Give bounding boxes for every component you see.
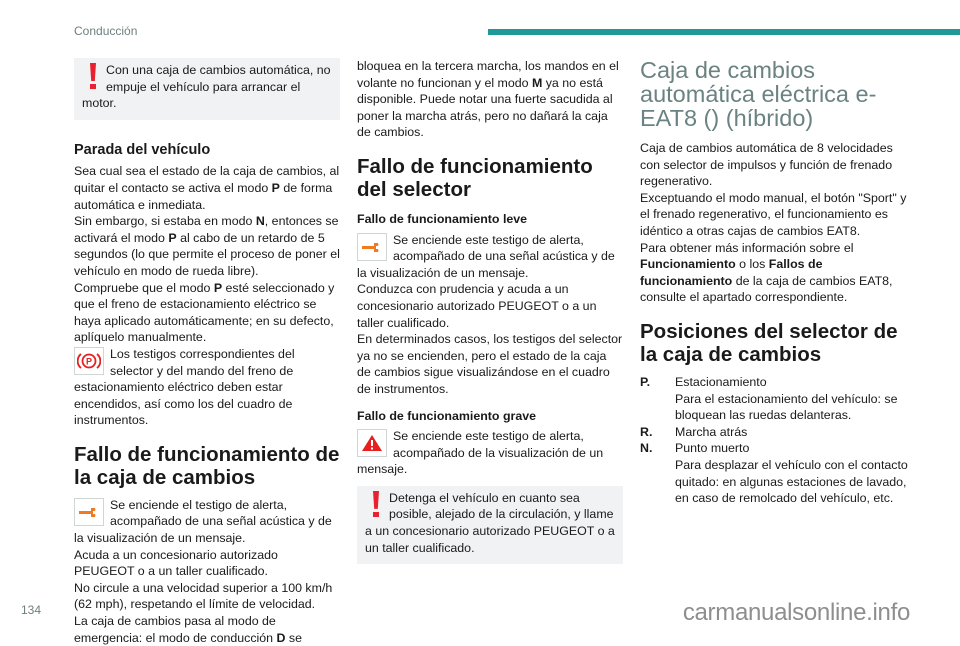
position-item: N. Punto muerto Para desplazar el vehículo con el contacto quitado: en algunas estaciones de lavado, en caso de remolcado del vehículo, etc. xyxy=(640,441,908,506)
heading-fallo-caja: Fallo de funcionamiento de la caja de cambios xyxy=(74,442,340,489)
paragraph: Conduzca con prudencia y acuda a un concesionario autorizado PEUGEOT o a un taller cualificado. xyxy=(357,282,597,330)
column-2 xyxy=(357,58,623,564)
heading-fallo-selector: Fallo de funcionamiento del selector xyxy=(357,154,593,201)
paragraph: Acuda a un concesionario autorizado PEUGEOT o a un taller cualificado. xyxy=(74,547,278,579)
paragraph: Para obtener más información sobre el Funcionamiento o los Fallos de funcionamiento de la caja de cambios EAT8, consulte el apartado correspondiente. xyxy=(640,240,893,305)
paragraph: Exceptuando el modo manual, el botón "Sport" y el frenado regenerativo, el funcionamiento es idéntico a otras cajas de cambios EAT8. xyxy=(640,190,907,238)
icon-paragraph: Se enciende este testigo de alerta, acompañado de una señal acústica y de la visualización de un mensaje. xyxy=(357,232,615,280)
paragraph: Caja de cambios automática de 8 velocidades con selector de impulsos y función de frenado regenerativo. xyxy=(640,141,893,189)
heading-parada: Parada del vehículo xyxy=(74,141,211,158)
icon-paragraph: Se enciende el testigo de alerta, acompañado de una señal acústica y de la visualización de un mensaje. xyxy=(74,497,332,546)
wrench-icon xyxy=(357,233,387,261)
column-1 xyxy=(74,58,340,646)
column-3 xyxy=(640,58,912,507)
warning-box xyxy=(74,58,340,120)
position-item: R. Marcha atrás xyxy=(640,424,748,439)
header-accent-bar xyxy=(488,29,960,35)
chapter-title: Caja de cambios automática eléctrica e-EAT8 () (híbrido) xyxy=(640,57,877,131)
heading-leve: Fallo de funcionamiento leve xyxy=(357,211,528,226)
wrench-icon xyxy=(74,498,104,526)
icon-paragraph: P Los testigos correspondientes del selector y del mando del freno de estacionamiento eléctrico deben estar encendidos, así como los del cuadro de instrumentos. xyxy=(74,346,295,428)
warning-triangle-icon xyxy=(357,429,387,457)
positions-list xyxy=(640,374,912,507)
icon-paragraph: Se enciende este testigo de alerta, acompañado de la visualización de un mensaje. xyxy=(357,429,604,477)
warning-text: Con una caja de cambios automática, no empuje el vehículo para arrancar el motor. xyxy=(82,63,331,111)
watermark: carmanualsonline.info xyxy=(682,599,910,626)
warning-text: Detenga el vehículo en cuanto sea posible, alejado de la circulación, y llame a un concesionario autorizado PEUGEOT o a un taller cualificado. xyxy=(365,490,615,555)
paragraph: Sin embargo, si estaba en modo N, entonces se activará el modo P al cabo de un retardo de 5 segundos (lo que permite el proceso de poner el vehículo en modo de rueda libre). xyxy=(74,214,340,278)
paragraph: bloquea en la tercera marcha, los mandos en el volante no funcionan y el modo M ya no está disponible. Puede notar una fuerte sacudida al poner la marcha atrás, pero no dañará la caja de cambios. xyxy=(357,59,619,140)
heading-posiciones: Posiciones del selector de la caja de cambios xyxy=(640,319,898,366)
heading-grave: Fallo de funcionamiento grave xyxy=(357,408,537,423)
parking-brake-icon xyxy=(74,347,104,375)
position-item: P. Estacionamiento Para el estacionamiento del vehículo: se bloquean las ruedas delanteras. xyxy=(640,374,898,423)
paragraph: La caja de cambios pasa al modo de emergencia: el modo de conducción D se xyxy=(74,614,302,645)
exclamation-icon xyxy=(86,63,100,91)
paragraph: Compruebe que el modo P esté seleccionado y que el freno de estacionamiento eléctrico se haya aplicado automáticamente; en su defecto, aplíquelo manualmente. xyxy=(74,280,335,345)
page-number: 134 xyxy=(21,603,42,617)
warning-box xyxy=(357,486,623,564)
exclamation-icon xyxy=(369,491,383,519)
svg-text:P: P xyxy=(85,356,93,367)
paragraph: Sea cual sea el estado de la caja de cambios, al quitar el contacto se activa el modo P de forma automática e inmediata. xyxy=(74,164,340,212)
paragraph: En determinados casos, los testigos del selector ya no se encienden, pero el estado de la caja de cambios sigue visualizándose en el cuadro de instrumentos. xyxy=(357,332,623,396)
paragraph: No circule a una velocidad superior a 100 km/h (62 mph), respetando el límite de velocidad. xyxy=(74,580,333,612)
section-title: Conducción xyxy=(74,24,138,38)
